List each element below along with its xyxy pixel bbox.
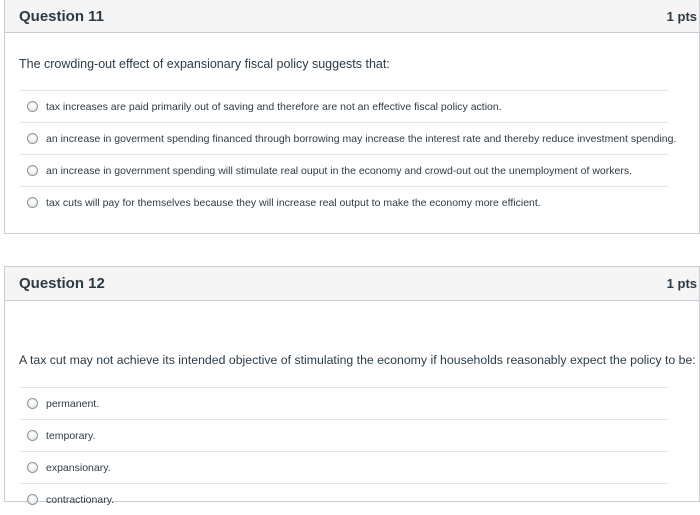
radio-button-icon[interactable] — [27, 197, 38, 208]
question-points: 1 pts — [666, 9, 697, 24]
radio-button-icon[interactable] — [27, 430, 38, 441]
answer-option[interactable] — [19, 122, 677, 154]
answer-option[interactable] — [19, 186, 669, 218]
answer-label[interactable]: an increase in government spending will stimulate real ouput in the economy and crowd-out out the unemployment of workers. — [46, 164, 632, 177]
answer-option[interactable] — [19, 154, 669, 186]
answer-option[interactable] — [19, 483, 669, 515]
question-header — [5, 267, 699, 301]
question-text: A tax cut may not achieve its intended objective of stimulating the economy if households reasonably expect the policy to be: — [19, 353, 696, 367]
answer-label[interactable]: tax cuts will pay for themselves because they will increase real output to make the economy more efficient. — [46, 196, 541, 209]
answer-option[interactable] — [19, 387, 669, 419]
question-title: Question 11 — [19, 8, 105, 25]
question-header — [5, 0, 699, 33]
question-points: 1 pts — [666, 276, 697, 291]
radio-button-icon[interactable] — [27, 133, 38, 144]
answer-list — [19, 387, 669, 515]
radio-button-icon[interactable] — [27, 494, 38, 505]
answer-label[interactable]: tax increases are paid primarily out of saving and therefore are not an effective fiscal policy action. — [46, 100, 502, 113]
answer-option[interactable] — [19, 90, 669, 122]
answer-list — [19, 90, 677, 218]
question-text: The crowding-out effect of expansionary fiscal policy suggests that: — [19, 57, 390, 71]
answer-label[interactable]: contractionary. — [46, 493, 115, 506]
radio-button-icon[interactable] — [27, 398, 38, 409]
question-11 — [4, 0, 700, 234]
radio-button-icon[interactable] — [27, 101, 38, 112]
answer-label[interactable]: expansionary. — [46, 461, 111, 474]
question-12 — [4, 266, 700, 506]
answer-option[interactable] — [19, 451, 669, 483]
answer-label[interactable]: an increase in goverment spending financed through borrowing may increase the interest rate and thereby reduce investment spending. — [46, 132, 677, 145]
answer-label[interactable]: temporary. — [46, 429, 96, 442]
answer-option[interactable] — [19, 419, 669, 451]
radio-button-icon[interactable] — [27, 462, 38, 473]
answer-label[interactable]: permanent. — [46, 397, 100, 410]
question-title: Question 12 — [19, 275, 105, 292]
radio-button-icon[interactable] — [27, 165, 38, 176]
